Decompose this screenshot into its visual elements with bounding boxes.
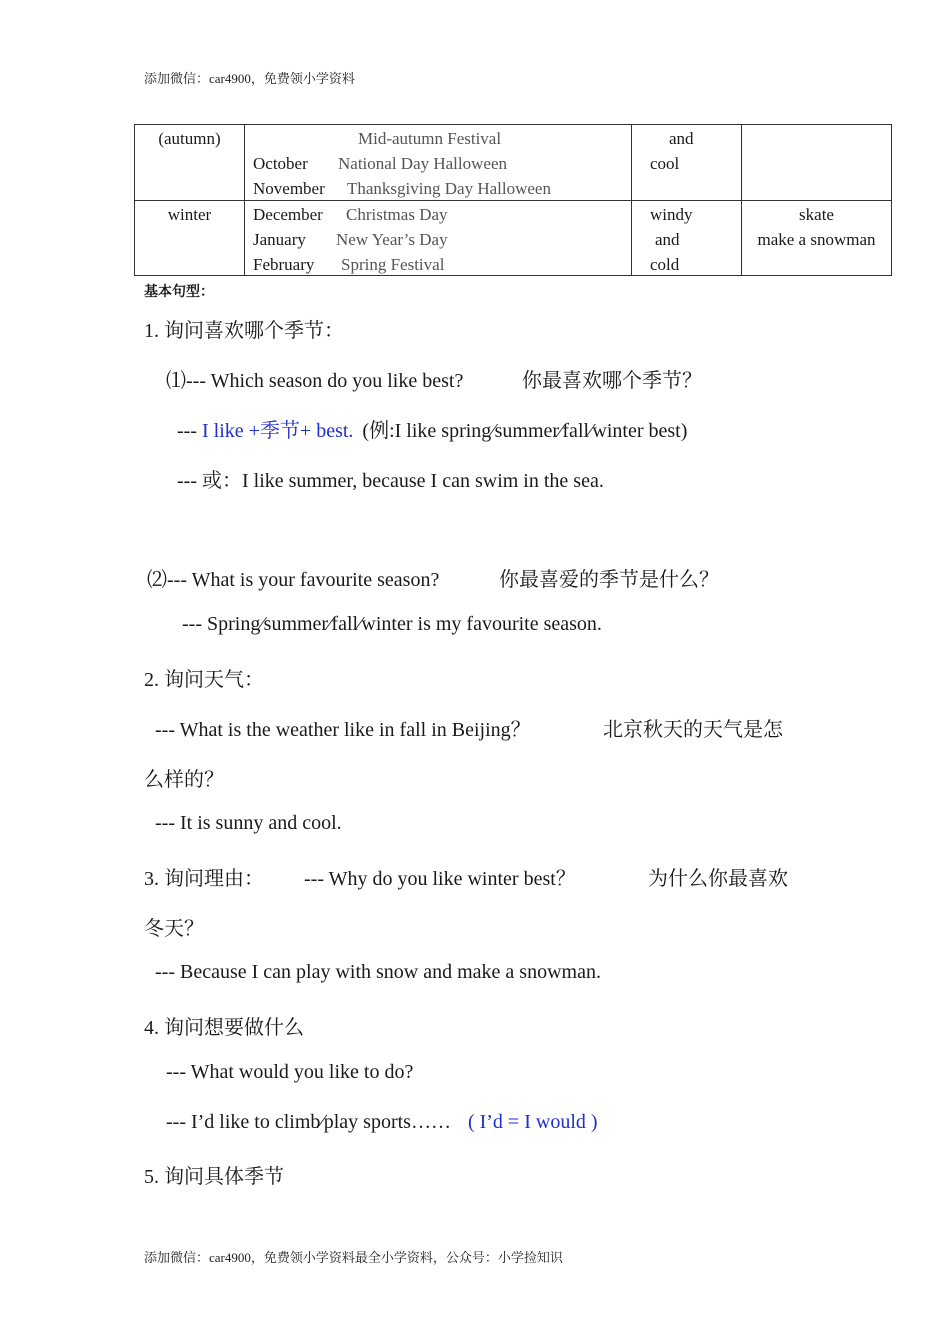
q4-question: --- What would you like to do?	[166, 1061, 414, 1083]
weather-cell: windy	[650, 205, 693, 224]
activity-cell: skate	[799, 205, 834, 224]
q3-chinese-1: 为什么你最喜欢	[648, 868, 788, 890]
q1-p1-answer	[177, 414, 687, 443]
weather-cell: cold	[650, 255, 680, 274]
q4-answer	[166, 1111, 598, 1134]
q2-answer: --- It is sunny and cool.	[155, 812, 342, 834]
weather-cell: cool	[650, 154, 680, 173]
month-cell: January	[253, 230, 306, 249]
q1-p1-number: ⑴	[166, 370, 186, 392]
q2-question: --- What is the weather like in fall in Beijing？	[155, 719, 531, 741]
festival-cell: Christmas Day	[346, 205, 448, 224]
q1-p1-question-text: --- Which season do you like best?	[186, 370, 464, 392]
q3-answer: --- Because I can play with snow and make a snowman.	[155, 961, 601, 983]
q1-p2-number: ⑵	[147, 569, 167, 591]
month-cell: November	[253, 179, 325, 198]
month-cell: February	[253, 255, 315, 274]
weather-cell: and	[669, 129, 694, 148]
q2-title: 2. 询问天气：	[144, 669, 264, 691]
festival-cell: Thanksgiving Day Halloween	[347, 179, 551, 198]
season-cell-winter: winter	[167, 205, 212, 224]
q3-chinese-2: 冬天？	[144, 918, 204, 940]
festival-cell: New Year’s Day	[336, 230, 448, 249]
q1-title: 1. 询问喜欢哪个季节：	[144, 320, 344, 342]
q1-p2-answer: --- Spring⁄summer⁄fall⁄winter is my favourite season.	[182, 613, 602, 635]
q1-p2-chinese: 你最喜爱的季节是什么？	[499, 569, 719, 591]
q1-p2-question-text: --- What is your favourite season?	[167, 569, 440, 591]
q5-title: 5. 询问具体季节	[144, 1166, 284, 1188]
q4-answer-text: --- I’d like to climb⁄play sports……	[166, 1111, 451, 1133]
q1-p2-question	[147, 563, 439, 592]
answer-pattern: I like +季节+ best.	[201, 420, 354, 442]
q2-chinese-2: 么样的？	[144, 769, 224, 791]
q1-p1-question	[166, 364, 463, 393]
section-title: 基本句型：	[144, 285, 214, 300]
answer-dash: ---	[177, 420, 197, 442]
activity-cell: make a snowman	[757, 230, 876, 249]
festival-cell: National Day Halloween	[338, 154, 507, 173]
festival-cell: Mid-autumn Festival	[358, 129, 502, 148]
q4-title: 4. 询问想要做什么	[144, 1017, 304, 1039]
festival-cell: Spring Festival	[341, 255, 445, 274]
answer-example: (例:I like spring⁄summer⁄fall⁄winter best)	[362, 420, 688, 442]
q4-answer-note: ( I’d = I would )	[467, 1111, 598, 1133]
month-cell: December	[253, 205, 323, 224]
season-cell-autumn: (autumn)	[158, 129, 221, 148]
q3-title: 3. 询问理由：	[144, 868, 264, 890]
footer-note: 添加微信：car4900，免费领小学资料最全小学资料，公众号：小学捡知识	[144, 1250, 563, 1265]
q2-chinese-1: 北京秋天的天气是怎	[603, 719, 783, 741]
q1-p1-alternative: --- 或：I like summer, because I can swim in the sea.	[177, 470, 604, 492]
q1-p1-chinese: 你最喜欢哪个季节？	[522, 370, 702, 392]
header-note: 添加微信：car4900，免费领小学资料	[144, 71, 355, 86]
weather-cell: and	[655, 230, 680, 249]
month-cell: October	[253, 154, 308, 173]
q3-question: --- Why do you like winter best？	[304, 868, 576, 890]
